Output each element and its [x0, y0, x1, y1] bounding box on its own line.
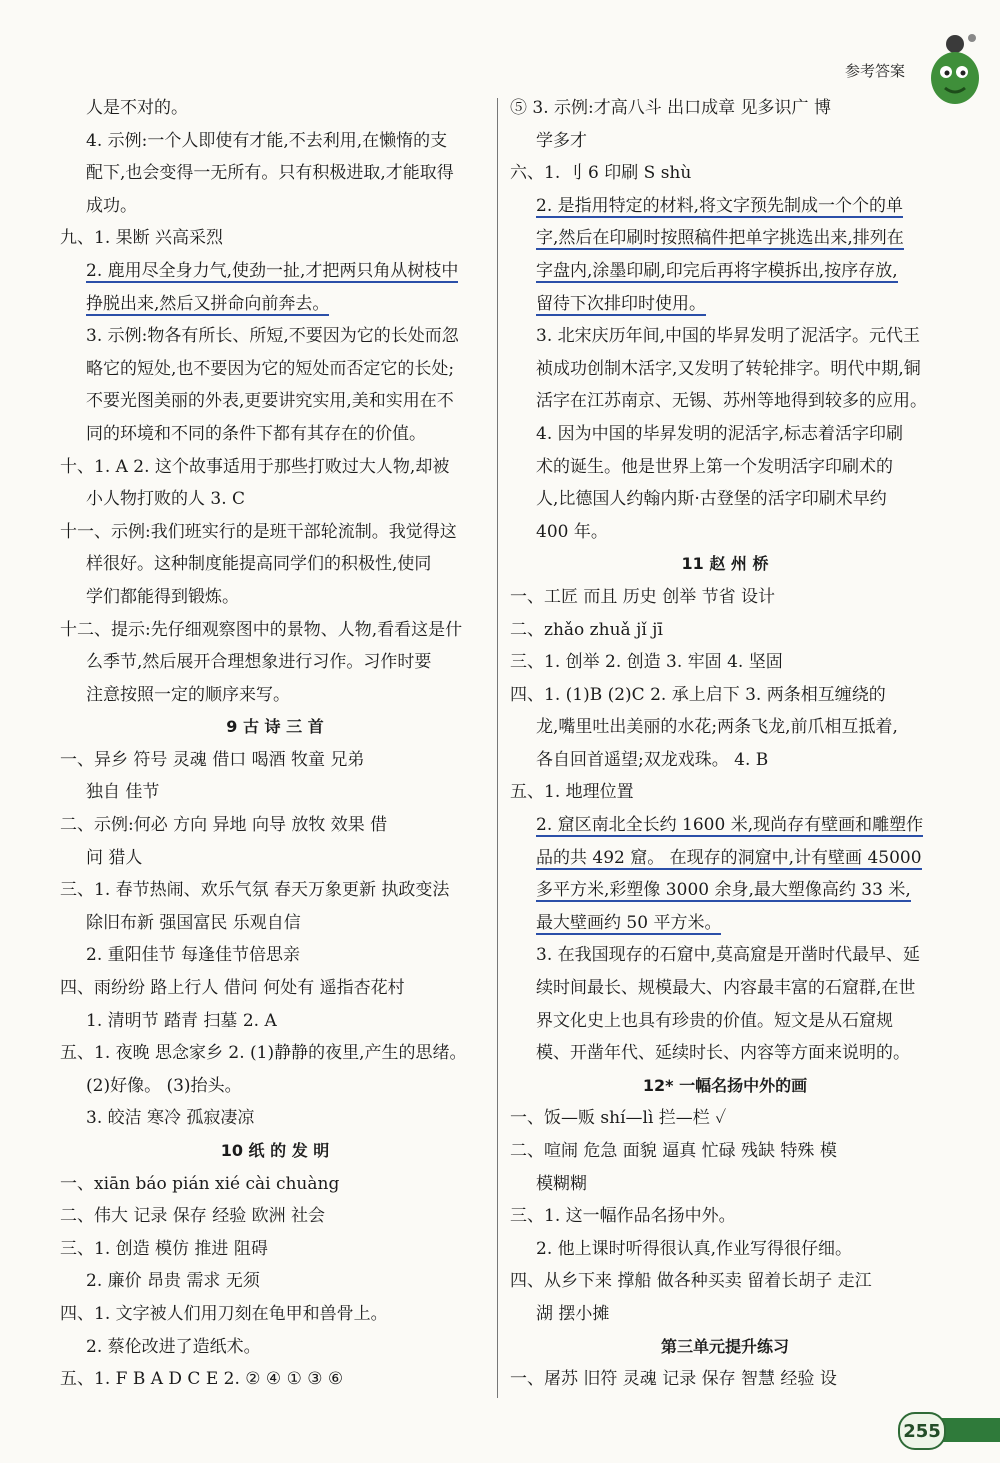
line-text: 字,然后在印刷时按照稿件把单字挑选出来,排列在: [536, 228, 904, 249]
line-text: 12* 一幅名扬中外的画: [642, 1075, 808, 1095]
answer-line: [60, 320, 490, 353]
line-text: 二、示例:何必 方向 异地 向导 放牧 效果 借: [60, 815, 388, 836]
line-text: 2. 窟区南北全长约 1600 米,现尚存有壁画和雕塑作: [536, 815, 924, 836]
line-text: 活字在江苏南京、无锡、苏州等地得到较多的应用。: [536, 391, 927, 412]
column-divider: [497, 98, 498, 1398]
answer-line: [60, 548, 490, 581]
answer-line: [60, 679, 490, 712]
answer-line: [60, 92, 490, 125]
answer-line: [510, 744, 940, 777]
answer-line: [60, 222, 490, 255]
line-text: 龙,嘴里吐出美丽的水花;两条飞龙,前爪相互抵着,: [536, 717, 898, 738]
line-text: 四、1. (1)B (2)C 2. 承上启下 3. 两条相互缠绕的: [510, 684, 886, 705]
line-text: 4. 因为中国的毕昇发明的泥活字,标志着活字印刷: [536, 423, 904, 444]
answer-line: [510, 711, 940, 744]
answer-line: [60, 418, 490, 451]
line-text: 成功。: [86, 195, 137, 216]
line-text: 2. 鹿用尽全身力气,使劲一扯,才把两只角从树枝中: [86, 260, 459, 281]
line-text: 一、xiān báo pián xié cài chuàng: [60, 1173, 340, 1194]
answer-line: [60, 190, 490, 223]
answer-line: [60, 1037, 490, 1070]
line-text: 3. 北宋庆历年间,中国的毕昇发明了泥活字。元代王: [536, 326, 921, 347]
answer-line: [510, 907, 940, 940]
line-text: 三、1. 春节热闹、欢乐气氛 春天万象更新 执政变法: [60, 880, 450, 901]
line-text: 略它的短处,也不要因为它的短处而否定它的长处;: [86, 358, 455, 379]
right-column: [510, 92, 940, 1396]
answer-line: [60, 842, 490, 875]
line-text: 3. 皎洁 寒冷 孤寂凄凉: [86, 1108, 255, 1129]
line-text: 各自回首遥望;双龙戏珠。 4. B: [536, 749, 769, 770]
page-number: 255: [898, 1412, 946, 1450]
answer-line: [60, 1265, 490, 1298]
answer-line: [60, 353, 490, 386]
line-text: 最大壁画约 50 平方米。: [536, 912, 722, 933]
line-text: 五、1. F B A D C E 2. ② ④ ① ③ ⑥: [60, 1369, 344, 1390]
line-text: 二、zhǎo zhuǎ jǐ jī: [510, 619, 663, 640]
line-text: 人,比德国人约翰内斯·古登堡的活字印刷术早约: [536, 489, 887, 510]
answer-line: [510, 483, 940, 516]
answer-line: [510, 516, 940, 549]
answer-line: [510, 222, 940, 255]
line-text: 五、1. 地理位置: [510, 782, 634, 803]
line-text: 么季节,然后展开合理想象进行习作。习作时要: [86, 652, 432, 673]
answer-line: [510, 842, 940, 875]
line-text: ⑤ 3. 示例:才高八斗 出口成章 见多识广 博: [510, 98, 831, 118]
line-text: 一、屠苏 旧符 灵魂 记录 保存 智慧 经验 设: [510, 1369, 837, 1390]
section-title: [510, 1331, 940, 1364]
answer-line: [510, 1168, 940, 1201]
answer-line: [60, 744, 490, 777]
line-text: 小人物打败的人 3. C: [86, 489, 246, 510]
answer-line: [510, 1005, 940, 1038]
answer-line: [510, 157, 940, 190]
answer-line: [510, 92, 940, 125]
answer-line: [60, 1102, 490, 1135]
line-text: 多平方米,彩塑像 3000 余身,最大塑像高约 33 米,: [536, 880, 911, 901]
section-title: [60, 711, 490, 744]
answer-line: [510, 1265, 940, 1298]
answer-line: [60, 1070, 490, 1103]
line-text: 3. 在我国现存的石窟中,莫高窟是开凿时代最早、延: [536, 945, 921, 966]
answer-key-label: 参考答案: [845, 62, 906, 80]
line-text: 三、1. 这一幅作品名扬中外。: [510, 1206, 736, 1227]
line-text: 祯成功创制木活字,又发明了转轮排字。明代中期,铜: [536, 358, 921, 379]
left-column: [60, 92, 490, 1396]
line-text: 同的环境和不同的条件下都有其存在的价值。: [86, 423, 426, 444]
line-text: 九、1. 果断 兴高采烈: [60, 228, 224, 249]
line-text: 11 赵 州 桥: [681, 554, 769, 574]
line-text: 字盘内,涂墨印刷,印完后再将字模拆出,按序存放,: [536, 260, 898, 281]
line-text: 除旧布新 强国富民 乐观自信: [86, 912, 301, 933]
answer-line: [510, 1200, 940, 1233]
line-text: 不要光图美丽的外表,更要讲究实用,美和实用在不: [86, 391, 454, 412]
answer-line: [60, 1331, 490, 1364]
line-text: 五、1. 夜晚 思念家乡 2. (1)静静的夜里,产生的思绪。: [60, 1043, 467, 1064]
answer-line: [510, 385, 940, 418]
answer-line: [60, 451, 490, 484]
answer-line: [510, 418, 940, 451]
line-text: 学们都能得到锻炼。: [86, 586, 239, 607]
line-text: 2. 重阳佳节 每逢佳节倍思亲: [86, 945, 301, 966]
line-text: 四、从乡下来 撑船 做各种买卖 留着长胡子 走江: [510, 1271, 872, 1292]
line-text: 1. 清明节 踏青 扫墓 2. A: [86, 1010, 277, 1031]
answer-line: [510, 125, 940, 158]
answer-line: [510, 1233, 940, 1266]
line-text: 配下,也会变得一无所有。只有积极进取,才能取得: [86, 163, 454, 184]
line-text: 人是不对的。: [86, 98, 188, 118]
section-title: [510, 1070, 940, 1103]
line-text: 十一、示例:我们班实行的是班干部轮流制。我觉得这: [60, 521, 457, 542]
answer-line: [60, 972, 490, 1005]
answer-line: [510, 1298, 940, 1331]
line-text: 二、伟大 记录 保存 经验 欧洲 社会: [60, 1206, 326, 1227]
answer-line: [60, 809, 490, 842]
footer-bar: [940, 1418, 1000, 1442]
line-text: 注意按照一定的顺序来写。: [86, 684, 290, 705]
answer-line: [60, 1233, 490, 1266]
line-text: 界文化史上也具有珍贵的价值。短文是从石窟规: [536, 1010, 893, 1031]
answer-line: [510, 614, 940, 647]
answer-line: [60, 255, 490, 288]
answer-line: [60, 776, 490, 809]
line-text: 湖 摆小摊: [536, 1303, 610, 1324]
answer-line: [510, 1037, 940, 1070]
answer-line: [510, 190, 940, 223]
answer-line: [510, 320, 940, 353]
answer-line: [60, 646, 490, 679]
answer-line: [510, 679, 940, 712]
line-text: 问 猎人: [86, 847, 143, 868]
line-text: 模糊糊: [536, 1173, 587, 1194]
answer-line: [510, 809, 940, 842]
answer-line: [60, 483, 490, 516]
line-text: 六、1. 刂 6 印刷 S shù: [510, 163, 692, 184]
line-text: 2. 廉价 昂贵 需求 无须: [86, 1271, 260, 1292]
answer-line: [60, 1005, 490, 1038]
line-text: 四、雨纷纷 路上行人 借问 何处有 遥指杏花村: [60, 978, 405, 999]
line-text: 模、开凿年代、延续时长、内容等方面来说明的。: [536, 1043, 910, 1064]
answer-line: [60, 614, 490, 647]
answer-line: [60, 1168, 490, 1201]
line-text: 学多才: [536, 130, 587, 151]
answer-line: [510, 1363, 940, 1396]
answer-line: [510, 874, 940, 907]
line-text: 四、1. 文字被人们用刀刻在龟甲和兽骨上。: [60, 1303, 388, 1324]
line-text: 2. 蔡伦改进了造纸术。: [86, 1336, 261, 1357]
answer-line: [510, 776, 940, 809]
line-text: 品的共 492 窟。 在现存的洞窟中,计有壁画 45000: [536, 847, 922, 868]
line-text: 独自 佳节: [86, 782, 160, 803]
line-text: 二、喧闹 危急 面貌 逼真 忙碌 残缺 特殊 模: [510, 1141, 837, 1161]
line-text: 第三单元提升练习: [660, 1336, 789, 1356]
answer-line: [60, 125, 490, 158]
line-text: 样很好。这种制度能提高同学们的积极性,使同: [86, 554, 432, 575]
section-title: [60, 1135, 490, 1168]
line-text: 留待下次排印时使用。: [536, 293, 706, 314]
answer-line: [510, 581, 940, 614]
answer-line: [510, 288, 940, 321]
answer-line: [510, 1102, 940, 1135]
line-text: 9 古 诗 三 首: [226, 717, 324, 737]
answer-line: [60, 1298, 490, 1331]
answer-line: [60, 288, 490, 321]
line-text: 10 纸 的 发 明: [220, 1141, 330, 1160]
line-text: 三、1. 创造 模仿 推进 阻碍: [60, 1238, 268, 1259]
line-text: 一、异乡 符号 灵魂 借口 喝酒 牧童 兄弟: [60, 749, 365, 770]
answer-line: [510, 353, 940, 386]
answer-line: [60, 516, 490, 549]
answer-line: [510, 939, 940, 972]
line-text: 挣脱出来,然后又拼命向前奔去。: [86, 293, 330, 314]
line-text: 十、1. A 2. 这个故事适用于那些打败过大人物,却被: [60, 456, 450, 477]
answer-line: [60, 581, 490, 614]
answer-line: [60, 907, 490, 940]
section-title: [510, 548, 940, 581]
line-text: 续时间最长、规模最大、内容最丰富的石窟群,在世: [536, 978, 916, 999]
line-text: 术的诞生。他是世界上第一个发明活字印刷术的: [536, 456, 893, 477]
answer-line: [510, 255, 940, 288]
line-text: 三、1. 创举 2. 创造 3. 牢固 4. 坚固: [510, 652, 783, 673]
line-text: 4. 示例:一个人即使有才能,不去利用,在懒惰的支: [86, 130, 448, 151]
line-text: 一、饭—贩 shí—lì 拦—栏 ✓: [510, 1108, 727, 1129]
answer-line: [60, 939, 490, 972]
answer-line: [510, 1135, 940, 1168]
line-text: 400 年。: [536, 521, 608, 542]
answer-line: [60, 385, 490, 418]
line-text: 3. 示例:物各有所长、所短,不要因为它的长处而忽: [86, 326, 459, 347]
line-text: 一、工匠 而且 历史 创举 节省 设计: [510, 586, 776, 607]
line-text: 十二、提示:先仔细观察图中的景物、人物,看看这是什: [60, 619, 463, 640]
answer-line: [510, 646, 940, 679]
answer-line: [60, 1363, 490, 1396]
answer-line: [60, 874, 490, 907]
answer-line: [60, 1200, 490, 1233]
line-text: 2. 他上课时听得很认真,作业写得很仔细。: [536, 1238, 853, 1259]
line-text: (2)好像。 (3)抬头。: [86, 1075, 242, 1096]
line-text: 2. 是指用特定的材料,将文字预先制成一个个的单: [536, 195, 904, 216]
answer-line: [60, 157, 490, 190]
answer-line: [510, 451, 940, 484]
answer-line: [510, 972, 940, 1005]
